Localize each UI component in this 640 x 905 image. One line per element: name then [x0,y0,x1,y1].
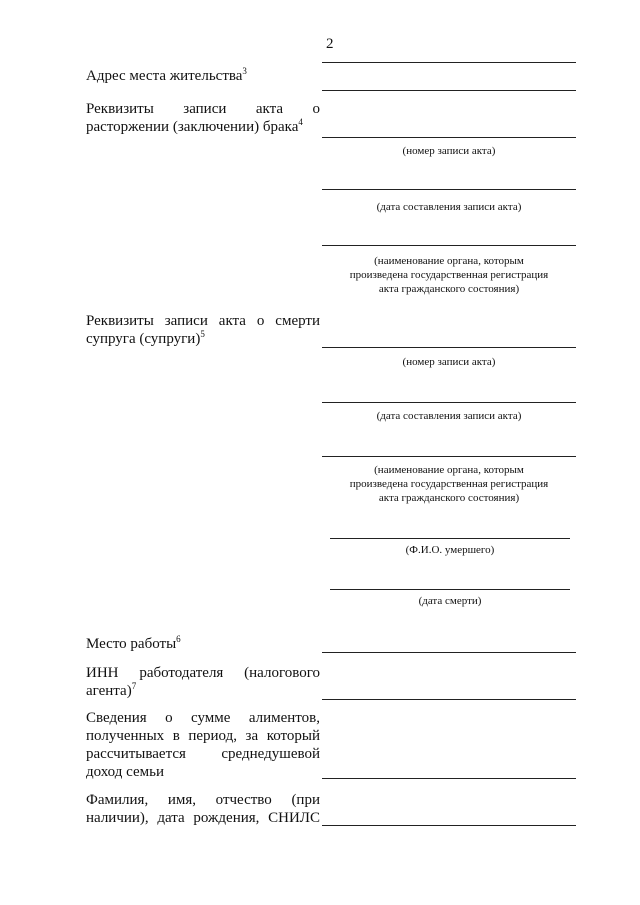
death-record-number-line[interactable] [322,347,576,348]
divorce-record-date-line[interactable] [322,189,576,190]
alimony-label-line4: доход семьи [86,764,164,780]
employer-inn-input-line[interactable] [322,699,576,700]
deceased-name-caption: (Ф.И.О. умершего) [405,544,495,556]
authority-caption-line3: акта гражданского состояния) [378,283,520,295]
alimony-label [86,709,320,781]
employer-inn-label-line2: агента) [86,683,132,699]
alimony-label-line1: Сведения о сумме алиментов, [86,710,320,726]
divorce-record-date-caption: (дата составления записи акта) [376,201,522,213]
child-info-input-line[interactable] [322,825,576,826]
divorce-record-number-line[interactable] [322,137,576,138]
child-info-label [86,791,320,827]
address-label-text: Адрес места жительства [86,68,243,84]
death-record-number-caption: (номер записи акта) [402,356,496,368]
death-record-date-line[interactable] [322,402,576,403]
alimony-label-line3: рассчитывается среднедушевой [86,746,320,762]
authority-caption-line1: (наименование органа, которым [374,464,524,476]
death-record-label [86,312,320,348]
death-date-line[interactable] [330,589,570,590]
workplace-label-text: Место работы [86,636,177,652]
death-record-authority-line[interactable] [322,456,576,457]
workplace-input-line[interactable] [322,652,576,653]
footnote-marker: 6 [176,634,181,644]
divorce-record-label [86,100,320,136]
child-info-label-line2: наличии), дата рождения, СНИЛС [86,810,320,826]
authority-caption-line3: акта гражданского состояния) [378,492,520,504]
workplace-label [86,635,326,653]
address-input-line[interactable] [322,62,576,63]
alimony-input-line[interactable] [322,778,576,779]
death-record-label-line1: Реквизиты записи акта о смерти [86,313,320,329]
death-record-authority-caption [322,463,576,505]
authority-caption-line2: произведена государственная регистрация [349,269,549,281]
authority-caption-line1: (наименование органа, которым [374,255,524,267]
alimony-label-line2: полученных в период, за который [86,728,320,744]
employer-inn-label [86,664,320,700]
footnote-marker: 7 [131,681,137,691]
address-input-line-2[interactable] [322,90,576,91]
divorce-record-authority-caption [322,254,576,296]
divorce-record-authority-line[interactable] [322,245,576,246]
death-record-label-line2: супруга (супруги) [86,331,201,347]
deceased-name-line[interactable] [330,538,570,539]
footnote-marker: 5 [200,329,205,339]
footnote-marker: 4 [298,117,303,127]
child-info-label-line1: Фамилия, имя, отчество (при [86,792,320,808]
page-number: 2 [326,36,334,52]
authority-caption-line2: произведена государственная регистрация [349,478,549,490]
footnote-marker: 3 [242,66,247,76]
death-record-date-caption: (дата составления записи акта) [376,410,522,422]
death-date-caption: (дата смерти) [418,595,482,607]
divorce-record-label-line2: расторжении (заключении) брака [86,119,299,135]
divorce-record-label-line1: Реквизиты записи акта о [86,101,320,117]
employer-inn-label-line1: ИНН работодателя (налогового [86,665,320,681]
address-label [86,67,326,85]
divorce-record-number-caption: (номер записи акта) [402,145,496,157]
